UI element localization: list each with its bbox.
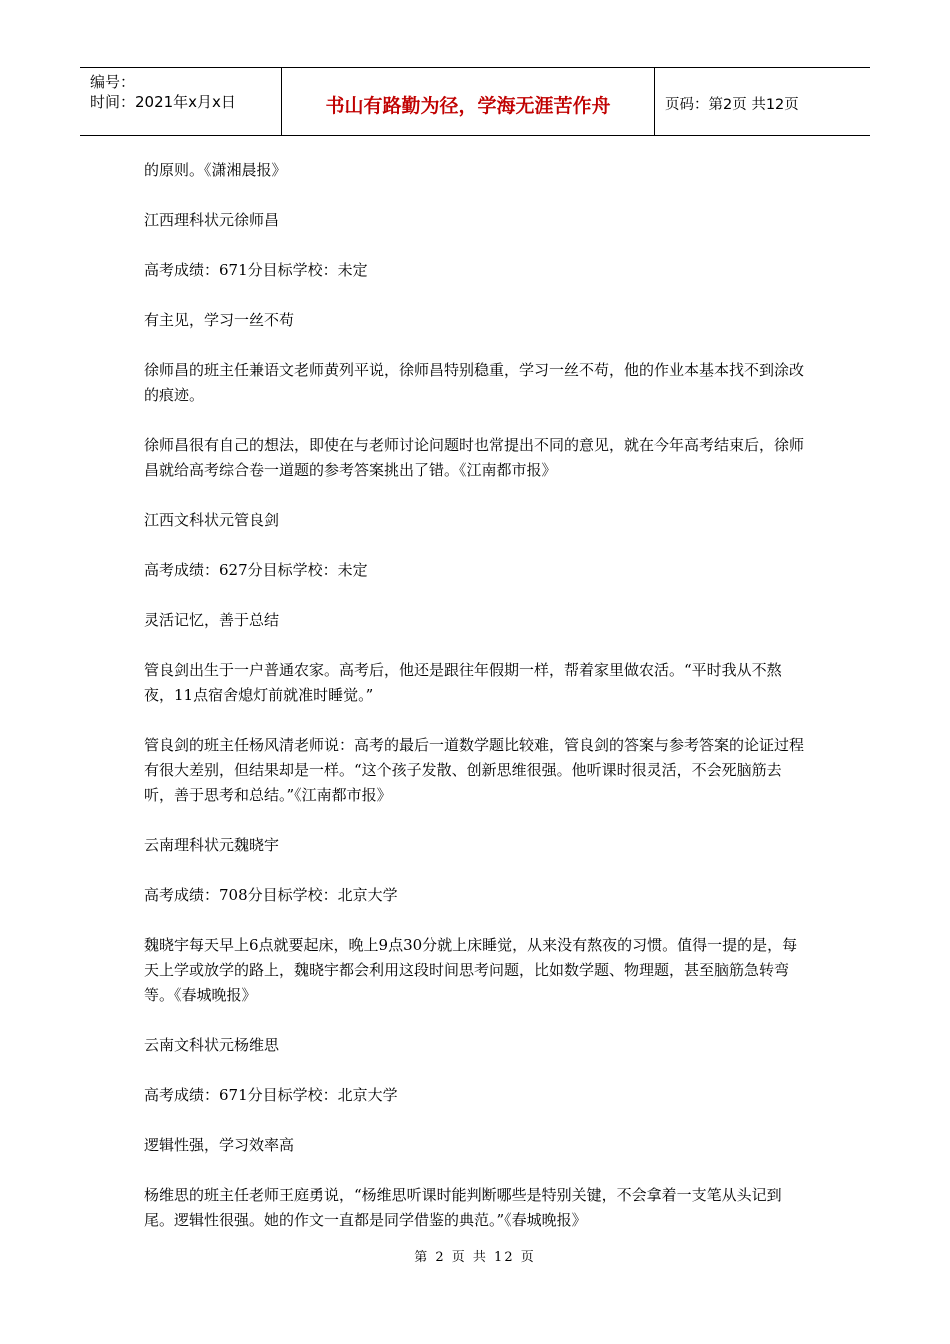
motto-cell (282, 68, 655, 135)
section-heading: 江西文科状元管良剑 (144, 511, 280, 529)
document-body (144, 158, 808, 1258)
section-heading: 云南理科状元魏晓宇 (144, 836, 280, 854)
score-line: 高考成绩：671分目标学校：未定 (144, 261, 368, 279)
header-meta-cell (80, 68, 282, 135)
paragraph: 魏晓宇每天早上6点就要起床，晚上9点30分就上床睡觉，从来没有熬夜的习惯。值得一提的是，每天上学或放学的路上，魏晓宇都会利用这段时间思考问题，比如数学题、物理题，甚至脑筋急转弯等。《春城晚报》 (144, 936, 798, 1004)
page-info-cell (655, 68, 870, 135)
document-header (80, 67, 870, 136)
time-label: 时间：2021年x月x日 (90, 93, 236, 111)
section-heading: 江西理科状元徐师昌 (144, 211, 280, 229)
paragraph: 管良剑的班主任杨风清老师说：高考的最后一道数学题比较难，管良剑的答案与参考答案的论证过程有很大差别，但结果却是一样。“这个孩子发散、创新思维很强。他听课时很灵活，不会死脑筋去听，善于思考和总结。”《江南都市报》 (144, 736, 805, 804)
score-line: 高考成绩：708分目标学校：北京大学 (144, 886, 398, 904)
paragraph: 徐师昌很有自己的想法，即使在与老师讨论问题时也常提出不同的意见，就在今年高考结束后，徐师昌就给高考综合卷一道题的参考答案挑出了错。《江南都市报》 (144, 436, 805, 479)
score-line: 高考成绩：671分目标学校：北京大学 (144, 1086, 398, 1104)
subheading: 有主见，学习一丝不苟 (144, 311, 295, 329)
subheading: 逻辑性强，学习效率高 (144, 1136, 295, 1154)
paragraph: 管良剑出生于一户普通农家。高考后，他还是跟往年假期一样，帮着家里做农活。“平时我从不熬夜，11点宿舍熄灯前就准时睡觉。” (144, 661, 782, 704)
motto-text: 书山有路勤为径，学海无涯苦作舟 (325, 95, 611, 117)
section-heading: 云南文科状元杨维思 (144, 1036, 280, 1054)
score-line: 高考成绩：627分目标学校：未定 (144, 561, 368, 579)
page-info-text: 页码：第2页 共12页 (665, 97, 799, 113)
page-footer (0, 1246, 950, 1265)
number-label: 编号： (90, 73, 136, 91)
subheading: 灵活记忆，善于总结 (144, 611, 280, 629)
footer-page-number: 第 2 页 共 12 页 (414, 1250, 536, 1265)
paragraph: 杨维思的班主任老师王庭勇说，“杨维思听课时能判断哪些是特别关键，不会拿着一支笔从头记到尾。逻辑性很强。她的作文一直都是同学借鉴的典范。”《春城晚报》 (144, 1186, 782, 1229)
paragraph: 的原则。《潇湘晨报》 (144, 161, 287, 179)
paragraph: 徐师昌的班主任兼语文老师黄列平说，徐师昌特别稳重，学习一丝不苟，他的作业本基本找不到涂改的痕迹。 (144, 361, 805, 404)
